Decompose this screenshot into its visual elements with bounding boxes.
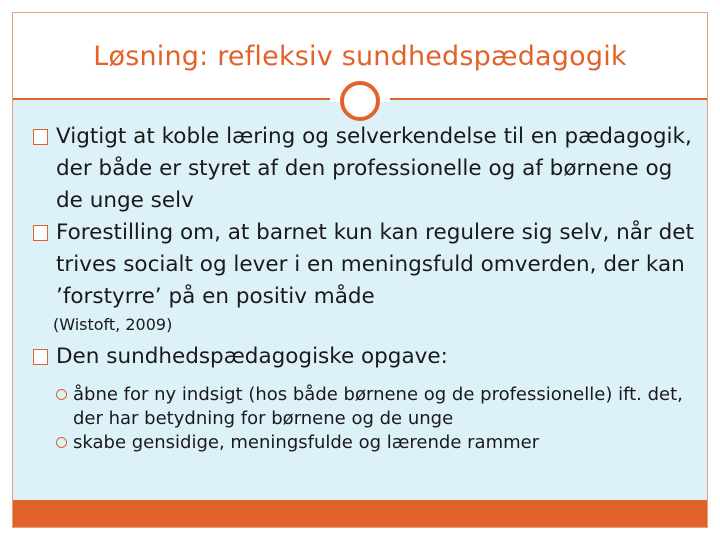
sub-bullet-item bbox=[33, 383, 703, 431]
ring-bullet-icon bbox=[56, 389, 67, 400]
citation: (Wistoft, 2009) bbox=[53, 315, 173, 334]
bullet-item bbox=[33, 217, 703, 313]
bullet-item bbox=[33, 121, 703, 217]
square-bullet-icon bbox=[33, 225, 48, 241]
sub-bullet-item bbox=[33, 431, 703, 455]
sub-bullet-text: skabe gensidige, meningsfulde og lærende rammer bbox=[73, 432, 540, 453]
slide-body bbox=[33, 121, 703, 455]
square-bullet-icon bbox=[33, 129, 48, 145]
slide-title: Løsning: refleksiv sundhedspædagogik bbox=[93, 41, 627, 72]
bullet-text: Forestilling om, at barnet kun kan regulere sig selv, når det trives socialt og lever i en meningsfuld omverden, der kan ’forstyrre’ på en positiv måde bbox=[56, 220, 694, 309]
ring-bullet-icon bbox=[56, 437, 67, 448]
footer-bar bbox=[13, 500, 707, 527]
circle-ornament-icon bbox=[340, 81, 380, 121]
bullet-text: Den sundhedspædagogiske opgave: bbox=[56, 344, 448, 369]
bullet-text: Vigtigt at koble læring og selverkendelse til en pædagogik, der både er styret af den professionelle og af børnene og de unge selv bbox=[56, 124, 692, 213]
square-bullet-icon bbox=[33, 349, 48, 365]
bullet-item bbox=[33, 341, 703, 373]
sub-bullet-text: åbne for ny indsigt (hos både børnene og de professionelle) ift. det, der har betydning for børnene og de unge bbox=[73, 384, 683, 429]
